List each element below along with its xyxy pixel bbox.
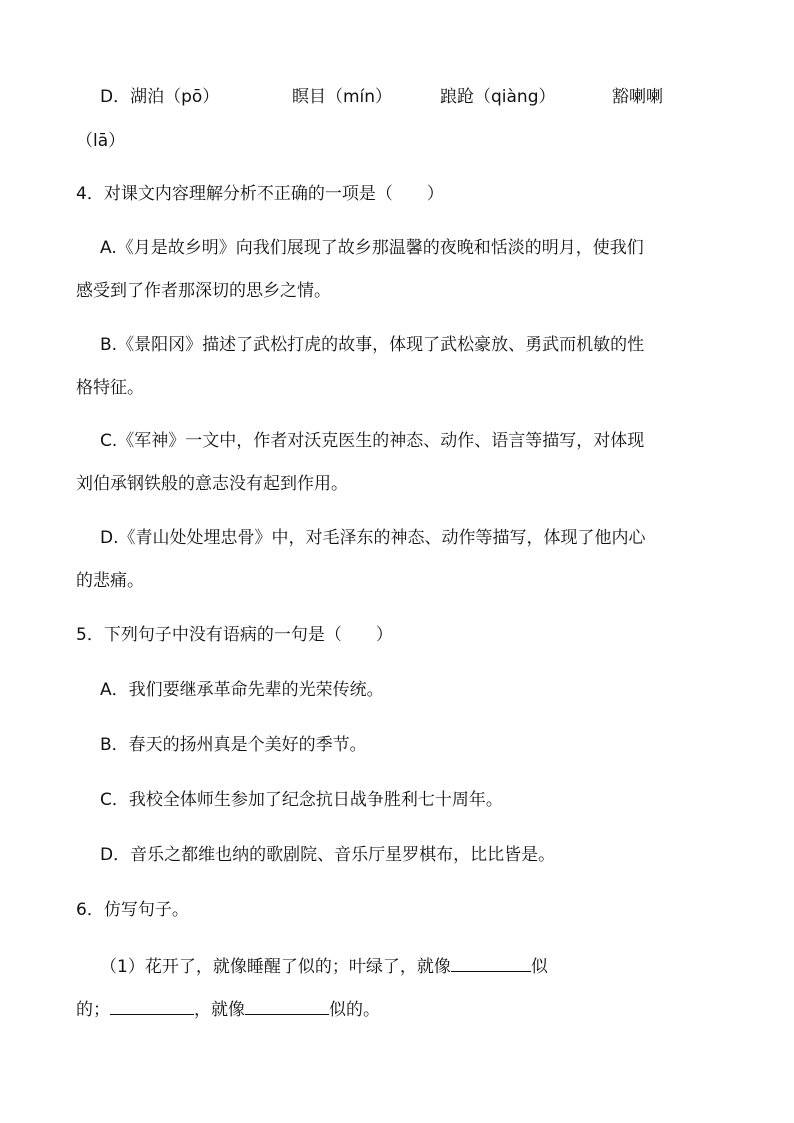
q6-sub1-text-4: ，就像	[194, 1000, 245, 1020]
q3-option-d-item2: 瞑目（mín）	[292, 87, 393, 107]
q5-option-c: C．我校全体师生参加了纪念抗日战争胜利七十周年。	[100, 790, 503, 810]
q4-option-d-line1: D.《青山处处埋忠骨》中，对毛泽东的神态、动作等描写，体现了他内心	[100, 528, 646, 548]
q4-option-c-line2: 刘伯承钢铁般的意志没有起到作用。	[76, 474, 348, 494]
answer-blank-3[interactable]	[245, 996, 329, 1015]
q5-option-b: B．春天的扬州真是个美好的季节。	[100, 735, 367, 755]
q6-stem: 6．仿写句子。	[76, 900, 189, 920]
q3-option-d-item4: 豁喇喇	[612, 87, 663, 107]
q3-option-d-continuation: （lā）	[76, 131, 126, 151]
q4-option-a-line1: A.《月是故乡明》向我们展现了故乡那温馨的夜晚和恬淡的明月，使我们	[100, 238, 644, 258]
q5-option-d: D．音乐之都维也纳的歌剧院、音乐厅星罗棋布，比比皆是。	[100, 845, 556, 865]
q5-option-a: A．我们要继承革命先辈的光荣传统。	[100, 680, 384, 700]
answer-blank-1[interactable]	[451, 953, 531, 972]
q4-option-b-line1: B.《景阳冈》描述了武松打虎的故事，体现了武松豪放、勇武而机敏的性	[100, 335, 645, 355]
q4-stem: 4．对课文内容理解分析不正确的一项是（ ）	[76, 184, 444, 204]
q3-option-d-item1: D．湖泊（pō）	[100, 87, 220, 107]
q3-option-d	[100, 86, 780, 108]
q4-option-b-line2: 格特征。	[76, 378, 144, 398]
q4-option-c-line1: C.《军神》一文中，作者对沃克医生的神态、动作、语言等描写，对体现	[100, 431, 645, 451]
answer-blank-2[interactable]	[110, 996, 194, 1015]
q6-sub1-line1	[100, 953, 548, 978]
q4-option-a-line2: 感受到了作者那深切的思乡之情。	[76, 281, 331, 301]
q5-stem: 5．下列句子中没有语病的一句是（ ）	[76, 625, 393, 645]
q4-option-d-line2: 的悲痛。	[76, 571, 144, 591]
q6-sub1-text-2: 似	[530, 957, 548, 977]
q6-sub1-text-3: 的；	[76, 1000, 110, 1020]
q3-option-d-item3: 踉跄（qiàng）	[440, 87, 556, 107]
q6-sub1-text-5: 似的。	[329, 1000, 380, 1020]
q6-sub1-text: （1）花开了，就像睡醒了似的；叶绿了，就像	[100, 957, 451, 977]
q6-sub1-line2	[76, 996, 380, 1021]
